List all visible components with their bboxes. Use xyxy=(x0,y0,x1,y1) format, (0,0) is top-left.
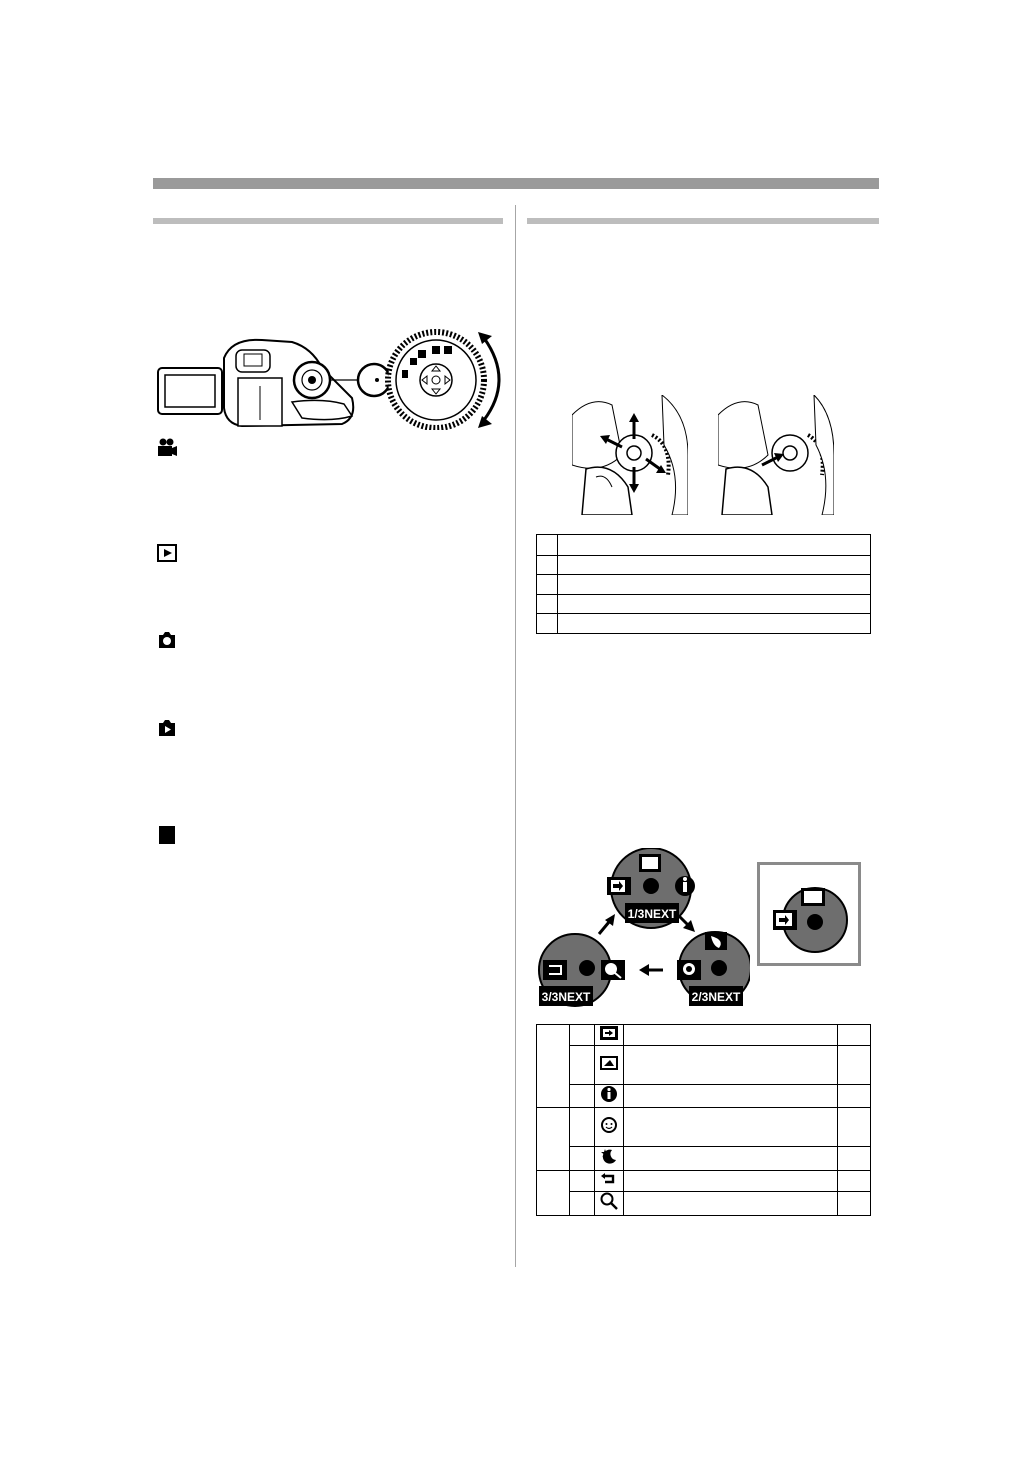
backlight-icon xyxy=(600,1056,618,1070)
menu-page-1-label: 1/3NEXT xyxy=(627,907,677,921)
table-row xyxy=(537,1085,871,1108)
memory-card-icon xyxy=(157,825,177,845)
direction-table xyxy=(536,534,871,634)
joystick-move-photo xyxy=(572,395,688,515)
menu-cycle-diagram xyxy=(535,848,750,1008)
table-row xyxy=(537,614,871,634)
movie-camera-icon xyxy=(157,437,177,457)
table-row xyxy=(537,595,871,614)
table-row xyxy=(537,1147,871,1171)
camera-icon xyxy=(157,630,177,650)
menu-page-1 xyxy=(607,848,695,928)
section-heading-bar-right xyxy=(527,218,879,224)
joystick-press-photo xyxy=(718,395,834,515)
column-divider xyxy=(515,205,516,1267)
camcorder-mode-dial-illustration xyxy=(152,328,512,430)
repeat-icon xyxy=(601,1173,617,1185)
soft-skin-icon xyxy=(600,1116,618,1134)
table-row xyxy=(537,556,871,575)
table-row xyxy=(537,1108,871,1147)
menu-page-2-label: 2/3NEXT xyxy=(691,990,741,1004)
menu-page-3-label: 3/3NEXT xyxy=(541,990,591,1004)
exit-arrow-icon xyxy=(600,1026,618,1040)
picture-playback-icon xyxy=(157,718,177,738)
icon-table xyxy=(536,1024,871,1216)
night-mode-icon xyxy=(600,1147,618,1165)
section-heading-bar-left xyxy=(153,218,503,224)
table-row xyxy=(537,1192,871,1216)
table-row xyxy=(537,1046,871,1085)
tape-playback-icon xyxy=(157,543,177,563)
info-icon xyxy=(601,1086,617,1102)
table-row xyxy=(537,1171,871,1192)
menu-page-2 xyxy=(677,932,750,1006)
header-rule xyxy=(153,178,879,189)
table-row xyxy=(537,535,871,556)
menu-inset-diagram xyxy=(757,862,861,966)
table-row xyxy=(537,1025,871,1046)
zoom-b-icon xyxy=(600,1192,618,1210)
menu-page-3 xyxy=(539,934,625,1006)
table-row xyxy=(537,575,871,595)
